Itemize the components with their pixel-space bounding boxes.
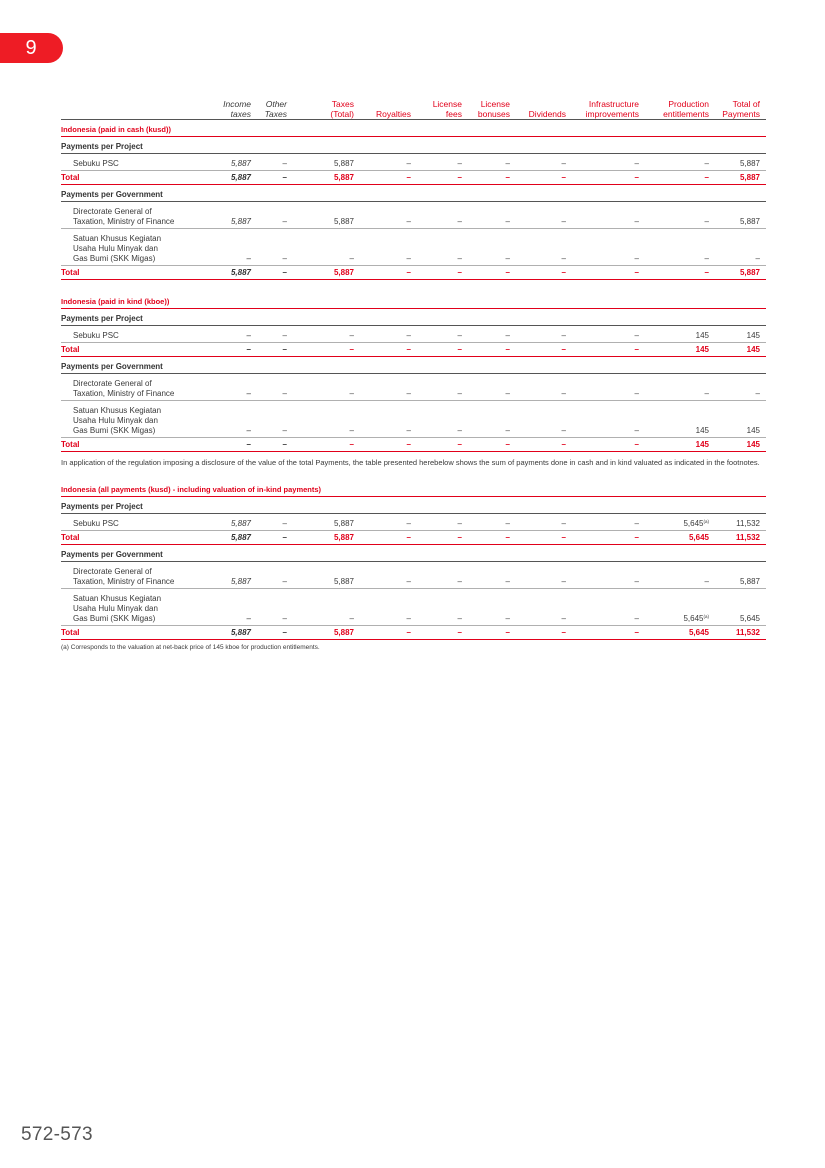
value-cell: – [468, 171, 516, 185]
value-cell: – [715, 374, 766, 401]
value-cell: – [360, 154, 417, 171]
value-cell: – [645, 202, 715, 229]
value-cell: – [293, 343, 360, 357]
value-cell: – [572, 374, 645, 401]
spacer [61, 468, 766, 480]
value-cell: – [417, 326, 468, 343]
value-cell: 145 [645, 401, 715, 438]
row-label [61, 202, 211, 229]
header-total-payments: Total of Payments [715, 97, 766, 120]
value-cell: 5,645 [715, 589, 766, 626]
value-cell: – [360, 626, 417, 640]
row-label [61, 589, 211, 626]
value-cell: 5,887 [211, 562, 257, 589]
value-cell: – [516, 229, 572, 266]
value-cell: – [468, 202, 516, 229]
table-row-sebuku [61, 514, 766, 531]
value-cell: – [572, 229, 645, 266]
value-cell: – [417, 229, 468, 266]
value-cell: – [468, 514, 516, 531]
label-line: Directorate General of [73, 567, 152, 576]
value-cell: 145 [715, 343, 766, 357]
spacer-cell [61, 280, 766, 293]
value-cell: – [293, 326, 360, 343]
header-taxes-total: Taxes (Total) [293, 97, 360, 120]
header-other-taxes: Other Taxes [257, 97, 293, 120]
value-cell: 5,887 [293, 202, 360, 229]
value-cell: – [516, 589, 572, 626]
value-cell: – [468, 229, 516, 266]
value-cell: – [516, 154, 572, 171]
value-cell: – [211, 589, 257, 626]
subheading-label: Payments per Government [61, 357, 766, 374]
footnote-marker: (a) [703, 614, 709, 619]
header-royalties: Royalties [360, 97, 417, 120]
value-cell: – [516, 326, 572, 343]
value-cell: – [360, 589, 417, 626]
header-blank [61, 97, 211, 120]
total-label: Total [61, 438, 211, 452]
label-line: Usaha Hulu Minyak dan [73, 416, 158, 425]
label-line: Sebuku PSC [73, 159, 119, 168]
page-number: 572-573 [21, 1124, 93, 1145]
label-line: Sebuku PSC [73, 331, 119, 340]
value-cell: 5,887 [211, 202, 257, 229]
value-cell: 5,887 [715, 171, 766, 185]
value-cell: 5,887 [211, 626, 257, 640]
total-row-government [61, 266, 766, 280]
row-label [61, 401, 211, 438]
value-cell: – [417, 171, 468, 185]
value-cell: 145 [645, 438, 715, 452]
value-cell: – [257, 374, 293, 401]
value-cell: – [417, 531, 468, 545]
total-label: Total [61, 531, 211, 545]
value-cell: – [360, 514, 417, 531]
value-cell: – [645, 229, 715, 266]
header-dividends: Dividends [516, 97, 572, 120]
value-cell: – [572, 343, 645, 357]
table-row-sebuku [61, 154, 766, 171]
value-cell: – [417, 202, 468, 229]
subheading-label: Payments per Project [61, 137, 766, 154]
note-text: In application of the regulation imposing a disclosure of the value of the total Payments, the table presented herebelow shows the sum of payments done in cash and in kind valuated as indicated in the footnotes. [61, 458, 760, 467]
value-cell: – [360, 401, 417, 438]
value-cell: – [417, 154, 468, 171]
value-cell: – [572, 626, 645, 640]
footnote-row [61, 640, 766, 654]
value-cell: 5,887 [293, 266, 360, 280]
section-title: Indonesia (paid in cash (kusd)) [61, 120, 766, 137]
value-cell: – [257, 202, 293, 229]
value-cell: – [572, 326, 645, 343]
value-cell: 145 [715, 438, 766, 452]
spacer-cell [61, 468, 766, 480]
value-cell: – [360, 531, 417, 545]
payments-table [61, 97, 766, 653]
value-cell: – [516, 626, 572, 640]
value-cell: – [468, 589, 516, 626]
value-cell: 5,887 [715, 562, 766, 589]
value-cell: – [468, 343, 516, 357]
value-cell: 5,645 [645, 531, 715, 545]
value-cell: – [516, 171, 572, 185]
value-cell: – [417, 438, 468, 452]
value-cell: – [468, 626, 516, 640]
value-cell: 5,887 [293, 626, 360, 640]
value-cell: – [417, 514, 468, 531]
label-line: Satuan Khusus Kegiatan [73, 234, 162, 243]
table-row-dgt [61, 374, 766, 401]
value-cell: – [257, 343, 293, 357]
value-cell: – [293, 374, 360, 401]
total-label: Total [61, 171, 211, 185]
row-label [61, 374, 211, 401]
value-cell: 145 [715, 401, 766, 438]
chapter-number: 9 [25, 37, 37, 59]
value-cell: – [417, 562, 468, 589]
table-header [61, 97, 766, 120]
header-income-taxes: Income taxes [211, 97, 257, 120]
value-cell: – [572, 514, 645, 531]
value-cell: – [468, 401, 516, 438]
subheading-project [61, 497, 766, 514]
value-cell: 5,887 [211, 266, 257, 280]
value-cell: – [417, 401, 468, 438]
value-cell: 5,887 [211, 154, 257, 171]
value-cell: – [645, 171, 715, 185]
value-cell: – [257, 154, 293, 171]
label-line: Taxation, Ministry of Finance [73, 389, 175, 398]
value-cell: 5,887 [715, 154, 766, 171]
value-cell: – [360, 343, 417, 357]
value-cell: – [293, 589, 360, 626]
value-cell: – [572, 438, 645, 452]
value-cell: – [572, 531, 645, 545]
value-cell: – [516, 514, 572, 531]
subheading-government [61, 545, 766, 562]
value-cell: – [257, 326, 293, 343]
value-cell: – [293, 229, 360, 266]
value-cell: – [257, 589, 293, 626]
value-cell: 11,532 [715, 626, 766, 640]
total-row-project [61, 171, 766, 185]
value-cell: – [360, 171, 417, 185]
value-cell: – [293, 438, 360, 452]
row-label [61, 154, 211, 171]
value-cell: – [360, 438, 417, 452]
subheading-label: Payments per Project [61, 309, 766, 326]
value-cell: – [516, 562, 572, 589]
total-row-project [61, 531, 766, 545]
header-production: Production entitlements [645, 97, 715, 120]
value-cell: – [516, 374, 572, 401]
value-cell: – [257, 531, 293, 545]
value-cell: – [257, 229, 293, 266]
value-cell: – [293, 401, 360, 438]
row-label [61, 326, 211, 343]
value-cell: – [645, 562, 715, 589]
value-cell: – [211, 374, 257, 401]
value-cell: – [468, 374, 516, 401]
value-cell: – [257, 562, 293, 589]
subheading-project [61, 137, 766, 154]
value-cell: – [516, 202, 572, 229]
value-cell: – [417, 626, 468, 640]
value-cell: – [360, 374, 417, 401]
row-label [61, 514, 211, 531]
value-cell: – [360, 202, 417, 229]
value-cell: – [417, 589, 468, 626]
section-title: Indonesia (all payments (kusd) - including valuation of in-kind payments) [61, 480, 766, 497]
value-cell: – [257, 266, 293, 280]
value-cell: – [468, 266, 516, 280]
table-row-sebuku [61, 326, 766, 343]
value-cell: 5,887 [293, 562, 360, 589]
label-line: Sebuku PSC [73, 519, 119, 528]
label-line: Usaha Hulu Minyak dan [73, 244, 158, 253]
value-cell: – [572, 401, 645, 438]
header-license-fees: License fees [417, 97, 468, 120]
total-row-government [61, 438, 766, 452]
total-label: Total [61, 343, 211, 357]
subheading-label: Payments per Government [61, 185, 766, 202]
section-title-kind [61, 292, 766, 309]
value-cell: – [257, 401, 293, 438]
total-label: Total [61, 626, 211, 640]
value-cell: – [468, 438, 516, 452]
subheading-government [61, 185, 766, 202]
value-cell: – [645, 154, 715, 171]
value-cell: – [468, 562, 516, 589]
value-cell: – [572, 202, 645, 229]
chapter-badge [0, 33, 63, 63]
table-row-dgt [61, 562, 766, 589]
section-title: Indonesia (paid in kind (kboe)) [61, 292, 766, 309]
table-row-skk [61, 589, 766, 626]
value-cell: – [468, 154, 516, 171]
total-row-government [61, 626, 766, 640]
value-cell: 5,645 [645, 626, 715, 640]
label-line: Gas Bumi (SKK Migas) [73, 426, 156, 435]
label-line: Taxation, Ministry of Finance [73, 577, 175, 586]
value-cell: – [211, 343, 257, 357]
value-cell: – [468, 326, 516, 343]
value-cell: 145 [645, 343, 715, 357]
value-cell: – [417, 374, 468, 401]
value-cell: – [572, 171, 645, 185]
label-line: Usaha Hulu Minyak dan [73, 604, 158, 613]
value-cell: – [516, 343, 572, 357]
value-cell: – [257, 438, 293, 452]
value-cell: – [257, 514, 293, 531]
value-cell: – [211, 326, 257, 343]
value-cell: – [360, 562, 417, 589]
label-line: Directorate General of [73, 207, 152, 216]
value-cell: – [572, 154, 645, 171]
label-line: Directorate General of [73, 379, 152, 388]
subheading-project [61, 309, 766, 326]
table-row-skk [61, 229, 766, 266]
value-cell: – [516, 531, 572, 545]
label-line: Gas Bumi (SKK Migas) [73, 254, 156, 263]
value-cell: – [516, 438, 572, 452]
value-cell: – [516, 266, 572, 280]
label-line: Gas Bumi (SKK Migas) [73, 614, 156, 623]
value-cell: – [572, 266, 645, 280]
value-cell: 5,887 [293, 514, 360, 531]
subheading-government [61, 357, 766, 374]
value-cell: 11,532 [715, 531, 766, 545]
value-cell: 11,532 [715, 514, 766, 531]
footnote-text: (a) Corresponds to the valuation at net-back price of 145 kboe for production entitlements. [61, 644, 320, 651]
value-cell: 145 [645, 326, 715, 343]
value-cell: 145 [715, 326, 766, 343]
value-cell: – [211, 401, 257, 438]
value-cell: – [360, 229, 417, 266]
value-cell: 5,887 [211, 514, 257, 531]
row-label [61, 562, 211, 589]
value-cell: – [516, 401, 572, 438]
value-cell: – [468, 531, 516, 545]
value-text: 5,645 [683, 614, 704, 623]
total-row-project [61, 343, 766, 357]
section-title-all [61, 480, 766, 497]
value-cell: – [360, 266, 417, 280]
header-license-bonuses: License bonuses [468, 97, 516, 120]
label-line: Taxation, Ministry of Finance [73, 217, 175, 226]
label-line: Satuan Khusus Kegiatan [73, 594, 162, 603]
value-cell: 5,887 [715, 202, 766, 229]
row-label [61, 229, 211, 266]
value-cell: – [715, 229, 766, 266]
total-label: Total [61, 266, 211, 280]
section-title-cash [61, 120, 766, 137]
footnote-marker: (a) [703, 519, 709, 524]
table-row-skk [61, 401, 766, 438]
subheading-label: Payments per Project [61, 497, 766, 514]
value-cell: – [360, 326, 417, 343]
header-infrastructure: Infrastructure improvements [572, 97, 645, 120]
value-cell: 5,887 [211, 531, 257, 545]
table-row-dgt [61, 202, 766, 229]
value-cell: – [417, 266, 468, 280]
value-cell: – [645, 374, 715, 401]
note-row [61, 452, 766, 469]
value-cell: – [417, 343, 468, 357]
value-cell [645, 514, 715, 531]
value-text: 5,645 [683, 519, 704, 528]
value-cell: – [572, 589, 645, 626]
subheading-label: Payments per Government [61, 545, 766, 562]
value-cell: 5,887 [211, 171, 257, 185]
value-cell: 5,887 [293, 531, 360, 545]
spacer [61, 280, 766, 293]
value-cell: 5,887 [293, 171, 360, 185]
value-cell: – [211, 438, 257, 452]
value-cell: 5,887 [715, 266, 766, 280]
value-cell: – [572, 562, 645, 589]
value-cell [645, 589, 715, 626]
value-cell: – [257, 626, 293, 640]
value-cell: – [211, 229, 257, 266]
value-cell: – [645, 266, 715, 280]
value-cell: – [257, 171, 293, 185]
label-line: Satuan Khusus Kegiatan [73, 406, 162, 415]
value-cell: 5,887 [293, 154, 360, 171]
